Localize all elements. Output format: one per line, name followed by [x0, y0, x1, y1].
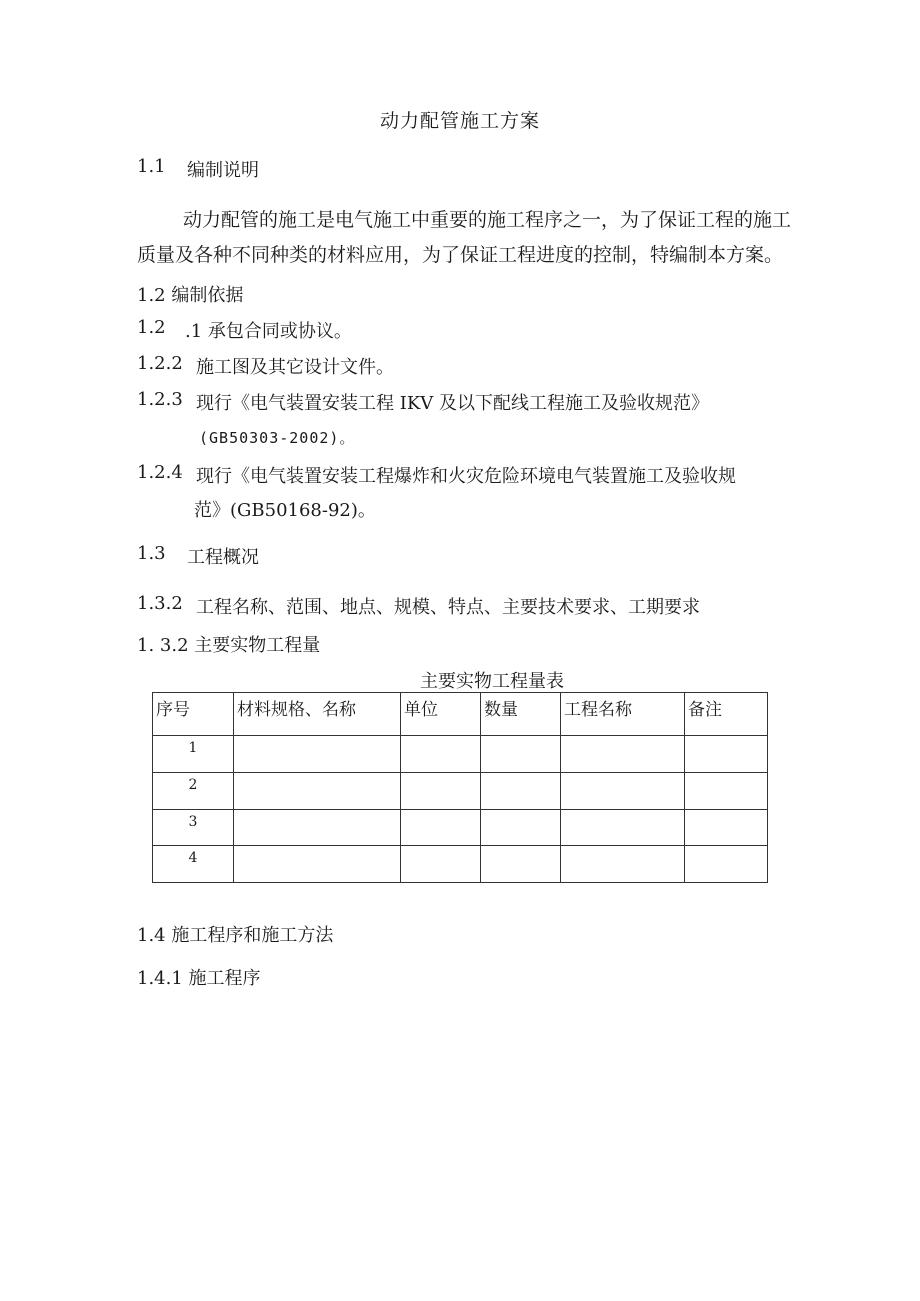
- item-1-2-2-text: 施工图及其它设计文件。: [196, 357, 394, 378]
- item-1-2-3-number: 1.2.3: [137, 389, 183, 410]
- item-1-3-2-text: 工程名称、范围、地点、规模、特点、主要技术要求、工期要求: [196, 597, 700, 618]
- table-cell: [561, 846, 685, 883]
- item-1-2-3-text: 现行《电气装置安装工程 IKV 及以下配线工程施工及验收规范》: [196, 393, 709, 414]
- section-1-3-heading: 工程概况: [187, 547, 259, 568]
- table-cell: [685, 846, 768, 883]
- table-row: [153, 809, 768, 846]
- table-cell: [481, 772, 561, 809]
- header-material-spec: 材料规格、名称: [234, 693, 401, 736]
- table-cell: [234, 809, 401, 846]
- table-cell: [481, 809, 561, 846]
- table-row: [153, 846, 768, 883]
- item-1-2-4-number: 1.2.4: [137, 462, 183, 483]
- item-1-2-4-text: 现行《电气装置安装工程爆炸和火灾危险环境电气装置施工及验收规: [196, 466, 736, 487]
- table-cell: [685, 809, 768, 846]
- row-number: 2: [153, 772, 234, 809]
- table-cell: [685, 772, 768, 809]
- table-cell: [401, 846, 481, 883]
- table-row: [153, 772, 768, 809]
- row-number: 4: [153, 846, 234, 883]
- item-1-2-3-standard: (GB50303-2002)。: [199, 429, 356, 447]
- item-1-2-2-number: 1.2.2: [137, 353, 183, 374]
- section-1-3-number: 1.3: [137, 543, 166, 564]
- table-cell: [234, 736, 401, 773]
- row-number: 1: [153, 736, 234, 773]
- item-1-3-2-number: 1.3.2: [137, 593, 183, 614]
- table-cell: [561, 772, 685, 809]
- table-cell: [401, 736, 481, 773]
- table-cell: [401, 809, 481, 846]
- item-1-3-2-quantities: 1. 3.2 主要实物工程量: [137, 635, 321, 656]
- table-cell: [481, 846, 561, 883]
- table-cell: [401, 772, 481, 809]
- section-1-2-heading: 1.2 编制依据: [137, 285, 244, 306]
- table-cell: [685, 736, 768, 773]
- document-title: 动力配管施工方案: [379, 110, 540, 132]
- table-cell: [234, 772, 401, 809]
- table-cell: [234, 846, 401, 883]
- intro-paragraph-line-2: 质量及各种不同种类的材料应用，为了保证工程进度的控制，特编制本方案。: [137, 244, 784, 266]
- intro-paragraph-line-1: 动力配管的施工是电气施工中重要的施工程序之一，为了保证工程的施工: [183, 209, 792, 231]
- section-1-4-heading: 1.4 施工程序和施工方法: [137, 925, 334, 946]
- item-1-2-1-text: .1 承包合同或协议。: [185, 321, 352, 342]
- table-cell: [561, 809, 685, 846]
- table-cell: [481, 736, 561, 773]
- section-1-4-1-heading: 1.4.1 施工程序: [137, 968, 261, 989]
- header-unit: 单位: [401, 693, 481, 736]
- quantity-table: [152, 692, 768, 883]
- header-quantity: 数量: [481, 693, 561, 736]
- section-1-1-number: 1.1: [137, 156, 166, 177]
- table-row: [153, 736, 768, 773]
- header-remarks: 备注: [685, 693, 768, 736]
- item-1-2-1-number: 1.2: [137, 317, 166, 338]
- row-number: 3: [153, 809, 234, 846]
- table-caption: 主要实物工程量表: [420, 671, 564, 692]
- header-serial: 序号: [153, 693, 234, 736]
- section-1-1-heading: 编制说明: [187, 160, 259, 181]
- table-header-row: [153, 693, 768, 736]
- table-cell: [561, 736, 685, 773]
- header-project-name: 工程名称: [561, 693, 685, 736]
- item-1-2-4-continuation: 范》(GB50168-92)。: [194, 500, 376, 521]
